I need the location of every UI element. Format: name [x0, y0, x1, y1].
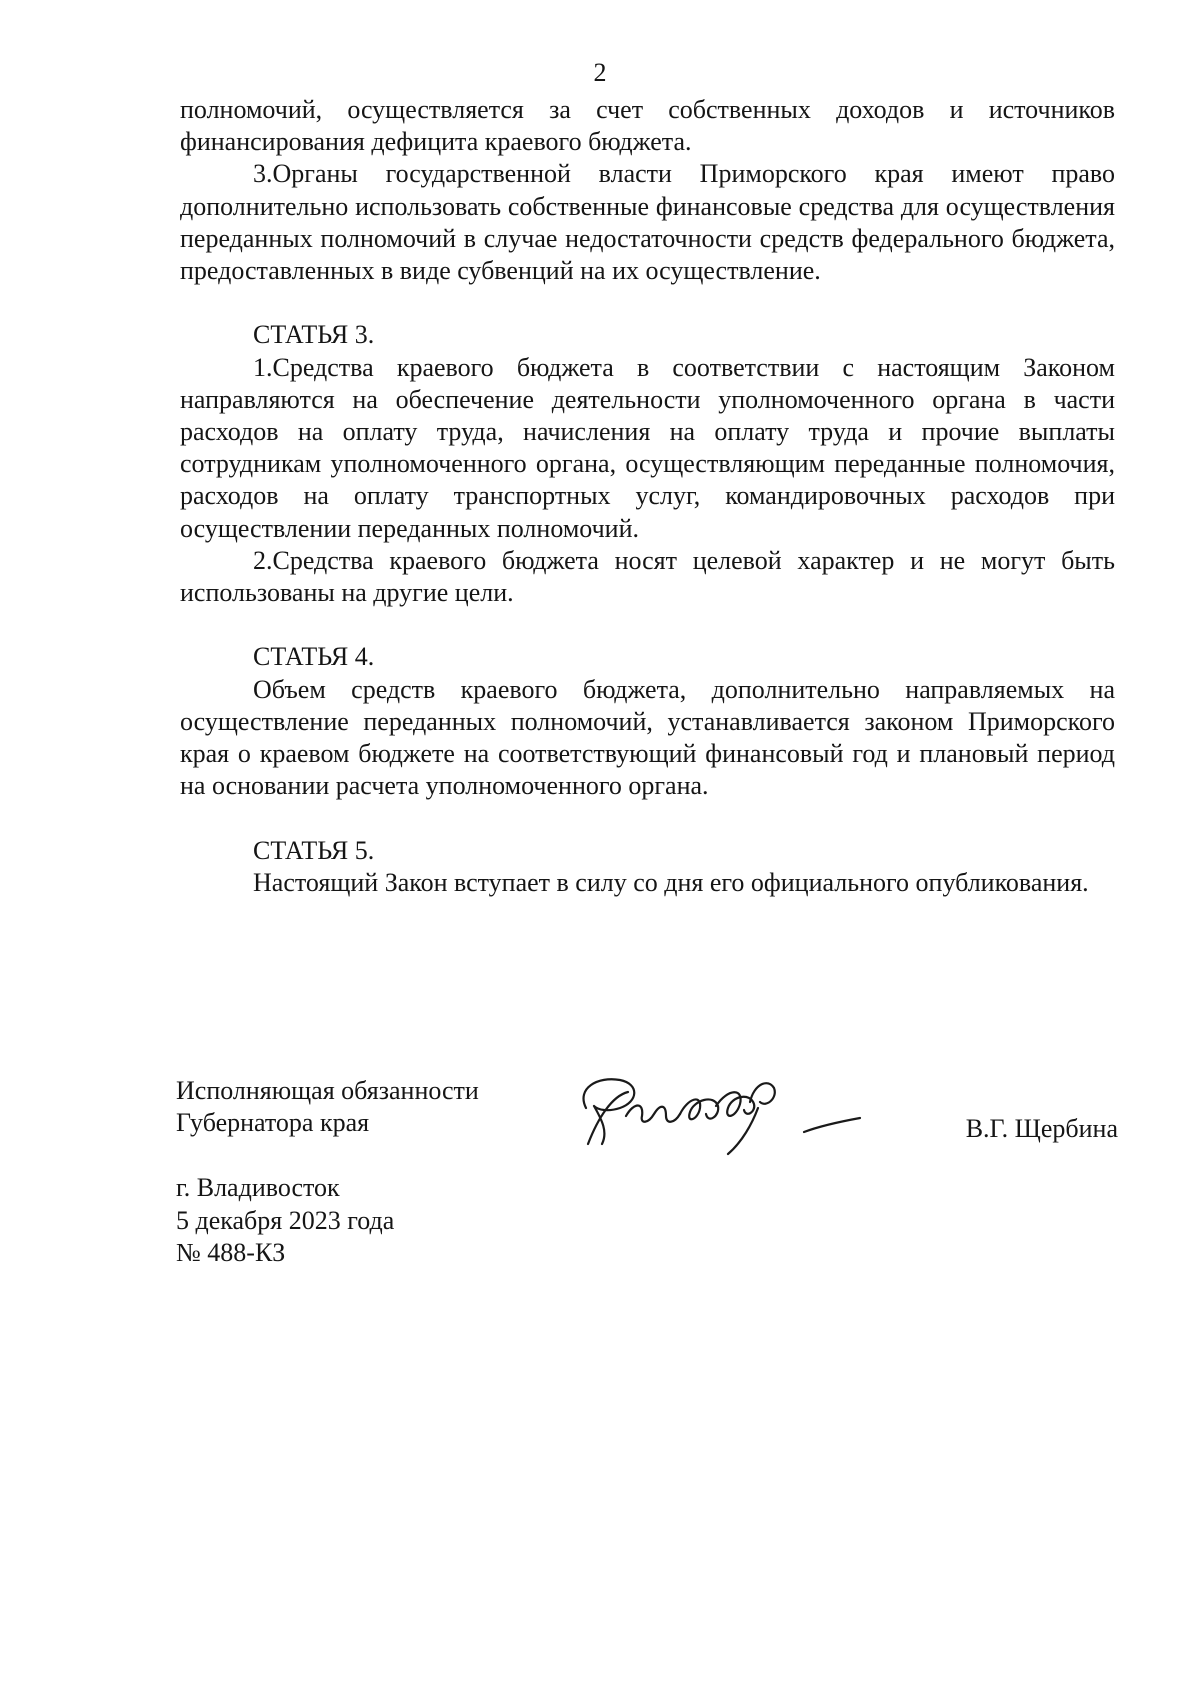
document-footer: [176, 1172, 394, 1270]
paragraph-continuation: полномочий, осуществляется за счет собственных доходов и источников финансирования дефицита краевого бюджета.: [180, 95, 1115, 157]
article5-heading: СТАТЬЯ 5.: [253, 835, 375, 865]
article3-item1: 1.Средства краевого бюджета в соответствии с настоящим Законом направляются на обеспечение деятельности уполномоченного органа в части расходов на оплату труда, начисления на оплату труда и прочие выплаты сотрудникам уполномоченного органа, осуществляющим переданные полномочия, расходов на оплату транспортных услуг, командировочных расходов при осуществлении переданных полномочий.: [180, 352, 1115, 543]
footer-city: г. Владивосток: [176, 1173, 340, 1202]
footer-date: 5 декабря 2023 года: [176, 1205, 395, 1235]
article4-heading: СТАТЬЯ 4.: [253, 642, 375, 672]
footer-number: № 488-КЗ: [176, 1238, 286, 1267]
spacer: [180, 287, 1115, 319]
signatory-title-line2: Губернатора края: [176, 1108, 370, 1137]
document-body: [180, 94, 1115, 899]
article4-text: Объем средств краевого бюджета, дополнительно направляемых на осуществление переданных полномочий, устанавливается законом Приморского края о краевом бюджете на соответствующий финансовый год и плановый период на основании расчета уполномоченного органа.: [180, 674, 1115, 801]
signatory-title-line1: Исполняющая обязанности: [176, 1076, 479, 1105]
article3-item2: 2.Средства краевого бюджета носят целевой характер и не могут быть использованы на другие цели.: [180, 545, 1115, 608]
paragraph-article2-item3: 3.Органы государственной власти Приморского края имеют право дополнительно использовать собственные финансовые средства для осуществления переданных полномочий в случае недостаточности средств федерального бюджета, предоставленных в виде субвенций на их осуществление.: [180, 159, 1115, 286]
signatory-title: [176, 1075, 479, 1139]
page-number: 2: [593, 58, 607, 87]
spacer: [180, 609, 1115, 641]
spacer: [180, 802, 1115, 834]
article5-text: Настоящий Закон вступает в силу со дня его официального опубликования.: [253, 867, 1089, 897]
signatory-name: В.Г. Щербина: [965, 1114, 1118, 1143]
article3-heading: СТАТЬЯ 3.: [253, 320, 375, 350]
handwritten-signature: [568, 1058, 888, 1168]
